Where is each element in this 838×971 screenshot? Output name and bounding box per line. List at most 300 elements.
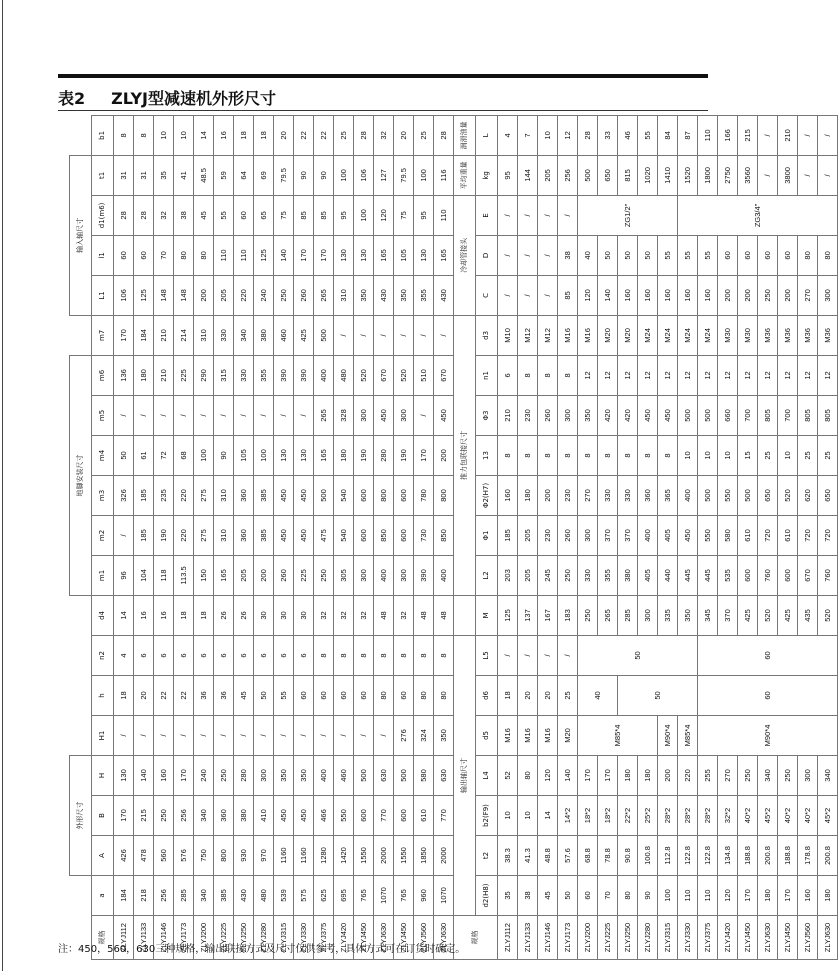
table-cell: 256	[174, 796, 194, 836]
merged-e: ZG1/2"	[578, 195, 678, 235]
table-cell: 40*2	[778, 796, 798, 836]
table-cell: 600	[394, 475, 414, 515]
table-cell: 167	[538, 595, 558, 635]
table-cell: 350	[274, 755, 294, 795]
table-cell: /	[214, 395, 234, 435]
table-cell: 113.5	[174, 555, 194, 595]
table-cell: 180	[818, 876, 838, 916]
table-cell: 520	[394, 355, 414, 395]
table-cell: 106	[114, 275, 134, 315]
table-cell: 10	[174, 115, 194, 155]
table-cell: 6	[254, 635, 274, 675]
table-cell: 480	[254, 876, 274, 916]
table-cell: 210	[498, 395, 518, 435]
column-header: m7	[92, 315, 114, 355]
table-row	[374, 115, 394, 959]
table-cell: 1070	[374, 876, 394, 916]
table-cell: 87	[678, 115, 698, 155]
table-cell: ZLYJ560	[414, 916, 434, 960]
table-cell: /	[294, 715, 314, 755]
table-cell: 300	[394, 395, 414, 435]
table-cell: 330	[214, 315, 234, 355]
table-cell: 16	[134, 595, 154, 635]
merged-d5: M90*4	[698, 715, 838, 755]
table-cell: 750	[194, 836, 214, 876]
table-cell: 265	[598, 595, 618, 635]
table-cell: 340	[758, 755, 778, 795]
table-cell: 60	[778, 235, 798, 275]
table-cell: 450	[638, 395, 658, 435]
table-cell: 500	[354, 755, 374, 795]
table-cell: 1850	[414, 836, 434, 876]
table-cell: 6	[294, 635, 314, 675]
table-cell: 188.8	[738, 836, 758, 876]
table-cell: 240	[194, 755, 214, 795]
table-cell: 450	[294, 796, 314, 836]
table-cell: 650	[598, 155, 618, 195]
table-row	[738, 115, 758, 959]
table-cell: 205	[214, 275, 234, 315]
table-cell: 30	[274, 595, 294, 635]
table-row	[214, 115, 234, 959]
table-cell: 4	[498, 115, 518, 155]
table-cell: /	[538, 635, 558, 675]
table-cell: /	[518, 195, 538, 235]
table-cell: 165	[314, 435, 334, 475]
table-cell: 539	[274, 876, 294, 916]
table-cell: 220	[678, 755, 698, 795]
table-cell: 55	[638, 115, 658, 155]
table-row	[314, 115, 334, 959]
table-cell: 800	[374, 475, 394, 515]
table-cell: 200	[538, 475, 558, 515]
table-cell: 450	[294, 515, 314, 555]
table-cell: 110	[234, 235, 254, 275]
table-cell: 345	[698, 595, 718, 635]
table-cell: 435	[798, 595, 818, 635]
table-row	[234, 115, 254, 959]
table-cell: /	[154, 715, 174, 755]
table-cell: 6	[234, 635, 254, 675]
table-cell: /	[434, 315, 454, 355]
table-cell: 18	[194, 595, 214, 635]
table-cell: 95	[414, 195, 434, 235]
table-cell: 203	[498, 555, 518, 595]
table-cell: 20	[274, 115, 294, 155]
merged-d6: 60	[698, 675, 838, 715]
column-header: H	[92, 755, 114, 795]
table-cell: 765	[354, 876, 374, 916]
table-cell: 90	[214, 435, 234, 475]
table-cell: 80	[518, 755, 538, 795]
table-cell: 130	[114, 755, 134, 795]
table-cell: 28	[134, 195, 154, 235]
table-cell: 36	[214, 675, 234, 715]
group-outline: 外形尺寸	[70, 755, 92, 875]
column-header: L4	[476, 755, 498, 795]
table-cell: M36	[778, 315, 798, 355]
table-cell: 12	[618, 355, 638, 395]
column-header: B	[92, 796, 114, 836]
table-cell: 460	[274, 315, 294, 355]
table-cell: 230	[518, 395, 538, 435]
table-cell: /	[334, 715, 354, 755]
table-cell: 245	[538, 555, 558, 595]
table-cell: 355	[414, 275, 434, 315]
table-cell: 360	[234, 515, 254, 555]
table-row	[778, 115, 798, 959]
table-cell: 165	[374, 235, 394, 275]
table-cell: 1160	[274, 836, 294, 876]
column-header: t2	[476, 836, 498, 876]
table-cell: 50	[558, 876, 578, 916]
table-cell: 400	[434, 555, 454, 595]
table-cell: 430	[374, 275, 394, 315]
table-cell: 184	[134, 315, 154, 355]
table-cell: 80	[798, 235, 818, 275]
table-cell: 35	[154, 155, 174, 195]
table-cell: 260	[558, 515, 578, 555]
table-cell: 300	[394, 555, 414, 595]
table-cell: 7	[518, 115, 538, 155]
table-cell: 60	[354, 675, 374, 715]
table-cell: 100	[658, 876, 678, 916]
table-cell: 80	[818, 235, 838, 275]
table-cell: 160	[154, 755, 174, 795]
table-cell: 48	[374, 595, 394, 635]
group-thrust: 推力包联接尺寸	[454, 315, 476, 595]
table-row	[354, 115, 374, 959]
table-cell: 41	[174, 155, 194, 195]
table-cell: 75	[394, 195, 414, 235]
table-cell: 12	[558, 115, 578, 155]
table-cell: /	[374, 315, 394, 355]
table-cell: 2000	[434, 836, 454, 876]
table-cell: /	[114, 715, 134, 755]
table-cell: M16	[538, 715, 558, 755]
table-cell: 560	[154, 836, 174, 876]
table-cell: 256	[154, 876, 174, 916]
table-cell: 180	[758, 876, 778, 916]
table-row	[174, 115, 194, 959]
table-cell: 60	[738, 235, 758, 275]
table-cell: 805	[758, 395, 778, 435]
table-cell: 110	[214, 235, 234, 275]
column-header: d2(H8)	[476, 876, 498, 916]
table-cell: 550	[334, 796, 354, 836]
table-title-text: ZLYJ型减速机外形尺寸	[111, 89, 276, 108]
table-cell: 100	[194, 435, 214, 475]
table-cell: 730	[414, 515, 434, 555]
table-cell: 770	[374, 796, 394, 836]
table-cell: 445	[698, 555, 718, 595]
table-cell: ZLYJ146	[154, 916, 174, 960]
table-cell: 10	[538, 115, 558, 155]
table-cell: 400	[314, 755, 334, 795]
upper-group-row	[70, 115, 92, 959]
table-cell: /	[114, 395, 134, 435]
table-cell: 28	[354, 115, 374, 155]
column-header: d1(m6)	[92, 195, 114, 235]
table-cell: 22	[174, 675, 194, 715]
table-cell: 60	[758, 235, 778, 275]
table-cell: 22*2	[618, 796, 638, 836]
table-cell: 48.5	[194, 155, 214, 195]
table-cell: 1420	[334, 836, 354, 876]
table-cell: 8	[558, 435, 578, 475]
table-cell: 170	[598, 755, 618, 795]
merged-l5: 60	[698, 635, 838, 675]
table-cell: 90	[314, 155, 334, 195]
table-cell: 90	[294, 155, 314, 195]
table-cell: 33	[598, 115, 618, 155]
table-cell: /	[154, 395, 174, 435]
table-cell: 120	[718, 876, 738, 916]
table-cell: 72	[154, 435, 174, 475]
table-cell: /	[354, 315, 374, 355]
table-cell: 48	[414, 595, 434, 635]
table-cell: 310	[214, 515, 234, 555]
table-cell: 205	[518, 515, 538, 555]
spec-header: 规格	[92, 916, 114, 960]
table-cell: 800	[214, 836, 234, 876]
table-cell: 55	[658, 235, 678, 275]
table-cell: 170	[114, 796, 134, 836]
table-cell: 22	[314, 115, 334, 155]
table-cell: 250	[578, 595, 598, 635]
table-cell: 130	[414, 235, 434, 275]
table-cell: 125	[134, 275, 154, 315]
table-cell: 6	[194, 635, 214, 675]
footnote: 注：450，560，630三种规格，输出联接方式及尺寸仅供参考，具体方式可在订货时确定。	[58, 944, 466, 955]
column-header: D	[476, 235, 498, 275]
table-cell: 230	[538, 515, 558, 555]
table-cell: 620	[798, 475, 818, 515]
table-cell: 260	[294, 275, 314, 315]
table-cell: /	[414, 315, 434, 355]
table-cell: 96	[114, 555, 134, 595]
table-cell: 380	[618, 555, 638, 595]
table-cell: 100.8	[638, 836, 658, 876]
column-header: E	[476, 195, 498, 235]
table-cell: 650	[818, 475, 838, 515]
table-cell: 122.8	[678, 836, 698, 876]
table-cell: M24	[698, 315, 718, 355]
table-cell: 18	[114, 675, 134, 715]
table-title	[58, 86, 302, 109]
table-cell: 30	[254, 595, 274, 635]
table-cell: 10	[698, 435, 718, 475]
table-cell: 260	[538, 395, 558, 435]
table-cell: 183	[558, 595, 578, 635]
table-cell: 30	[294, 595, 314, 635]
table-cell: 190	[394, 435, 414, 475]
table-cell: /	[498, 195, 518, 235]
table-cell: 8	[314, 635, 334, 675]
table-cell: 200	[718, 275, 738, 315]
table-cell: 26	[214, 595, 234, 635]
table-cell: 80	[374, 675, 394, 715]
table-cell: M36	[818, 315, 838, 355]
table-cell: 805	[818, 395, 838, 435]
table-cell: 370	[718, 595, 738, 635]
table-cell: 18	[174, 595, 194, 635]
table-cell: 450	[274, 796, 294, 836]
table-cell: 315	[214, 355, 234, 395]
table-cell: 500	[678, 395, 698, 435]
table-cell: /	[798, 115, 818, 155]
table-cell: 8	[334, 635, 354, 675]
table-cell: 214	[174, 315, 194, 355]
table-cell: 8	[538, 355, 558, 395]
table-cell: 340	[234, 315, 254, 355]
table-cell: 265	[314, 395, 334, 435]
table-cell: ZLYJ330	[678, 916, 698, 960]
table-cell: 170	[174, 755, 194, 795]
table-cell: 32	[394, 595, 414, 635]
table-cell: 8	[498, 435, 518, 475]
table-cell: 575	[294, 876, 314, 916]
table-cell: 180	[334, 435, 354, 475]
table-cell: 610	[738, 515, 758, 555]
table-cell: 760	[818, 555, 838, 595]
table-cell: 450	[658, 395, 678, 435]
table-cell: 335	[658, 595, 678, 635]
table-cell: 390	[294, 355, 314, 395]
table-cell: 25	[558, 675, 578, 715]
table-cell: ZLYJ133	[134, 916, 154, 960]
table-cell: 670	[374, 355, 394, 395]
table-cell: 330	[234, 355, 254, 395]
column-header: H1	[92, 715, 114, 755]
table-cell: 185	[134, 515, 154, 555]
table-cell: 45*2	[758, 796, 778, 836]
table-cell: 610	[414, 796, 434, 836]
page-left-border	[2, 0, 3, 971]
table-cell: 12	[578, 355, 598, 395]
table-cell: /	[798, 155, 818, 195]
table-cell: 150	[194, 555, 214, 595]
table-cell: 105	[394, 235, 414, 275]
table-cell: 1160	[294, 836, 314, 876]
table-cell: 510	[414, 355, 434, 395]
table-cell: 220	[234, 275, 254, 315]
table-cell: 300	[558, 395, 578, 435]
table-cell: M24	[678, 315, 698, 355]
table-row	[274, 115, 294, 959]
table-cell: 324	[414, 715, 434, 755]
table-cell: /	[174, 395, 194, 435]
table-cell: 205	[538, 155, 558, 195]
table-cell: /	[758, 155, 778, 195]
table-cell: 450	[434, 395, 454, 435]
table-row	[434, 115, 454, 959]
table-cell: 14	[538, 796, 558, 836]
table-cell: 780	[414, 475, 434, 515]
table-cell: 460	[334, 755, 354, 795]
table-cell: 250	[778, 755, 798, 795]
table-cell: 400	[678, 475, 698, 515]
table-cell: 1410	[658, 155, 678, 195]
table-cell: 300	[578, 515, 598, 555]
table-cell: 180	[134, 355, 154, 395]
table-cell: 50	[114, 435, 134, 475]
table-cell: 250	[274, 275, 294, 315]
table-cell: 148	[174, 275, 194, 315]
table-cell: 160	[658, 275, 678, 315]
table-cell: 210	[154, 355, 174, 395]
table-cell: 625	[314, 876, 334, 916]
table-cell: 8	[394, 635, 414, 675]
table-cell: 100	[334, 155, 354, 195]
table-cell: 450	[274, 515, 294, 555]
table-row	[798, 115, 818, 959]
table-cell: ZLYJ315	[658, 916, 678, 960]
table-cell: 38.3	[498, 836, 518, 876]
table-cell: 80	[194, 235, 214, 275]
table-cell: /	[194, 395, 214, 435]
table-cell: 310	[214, 475, 234, 515]
table-cell: 28*2	[698, 796, 718, 836]
table-cell: 60	[114, 235, 134, 275]
table-cell: 210	[778, 115, 798, 155]
table-cell: 450	[274, 475, 294, 515]
table-cell: 118	[154, 555, 174, 595]
table-cell: 215	[738, 115, 758, 155]
table-cell: 500	[394, 755, 414, 795]
table-cell: 12	[638, 355, 658, 395]
table-cell: 450	[294, 475, 314, 515]
table-cell: 140	[598, 275, 618, 315]
table-cell: 32	[154, 195, 174, 235]
table-cell: 8	[638, 435, 658, 475]
table-cell: 79.5	[394, 155, 414, 195]
table-cell: 38	[518, 876, 538, 916]
table-cell: 300	[798, 755, 818, 795]
table-cell: 405	[658, 515, 678, 555]
table-cell: 630	[434, 755, 454, 795]
table-cell: 80	[434, 675, 454, 715]
table-cell: 18*2	[598, 796, 618, 836]
table-cell: 380	[254, 315, 274, 355]
table-cell: 6	[214, 635, 234, 675]
table-row	[538, 115, 558, 959]
table-cell: 466	[314, 796, 334, 836]
group-cool: 冷却管接头	[454, 195, 476, 315]
table-cell: /	[498, 275, 518, 315]
table-cell: 178.8	[798, 836, 818, 876]
column-header: Φ2(H7)	[476, 475, 498, 515]
table-cell: M24	[638, 315, 658, 355]
table-cell: 38	[174, 195, 194, 235]
table-cell: 250	[738, 755, 758, 795]
table-cell: 440	[658, 555, 678, 595]
table-cell: 230	[558, 475, 578, 515]
table-cell: 85	[294, 195, 314, 235]
table-cell: /	[274, 715, 294, 755]
table-cell: 68	[174, 435, 194, 475]
table-cell: 500	[314, 315, 334, 355]
table-cell: ZLYJ200	[578, 916, 598, 960]
table-cell: 20	[518, 675, 538, 715]
table-cell: ZLYJ280	[638, 916, 658, 960]
table-cell: 60	[394, 675, 414, 715]
table-number: 表2	[58, 89, 86, 108]
table-cell: 450	[374, 395, 394, 435]
table-cell: ZLYJ630	[374, 916, 394, 960]
table-cell: 60	[718, 235, 738, 275]
table-cell: 190	[354, 435, 374, 475]
